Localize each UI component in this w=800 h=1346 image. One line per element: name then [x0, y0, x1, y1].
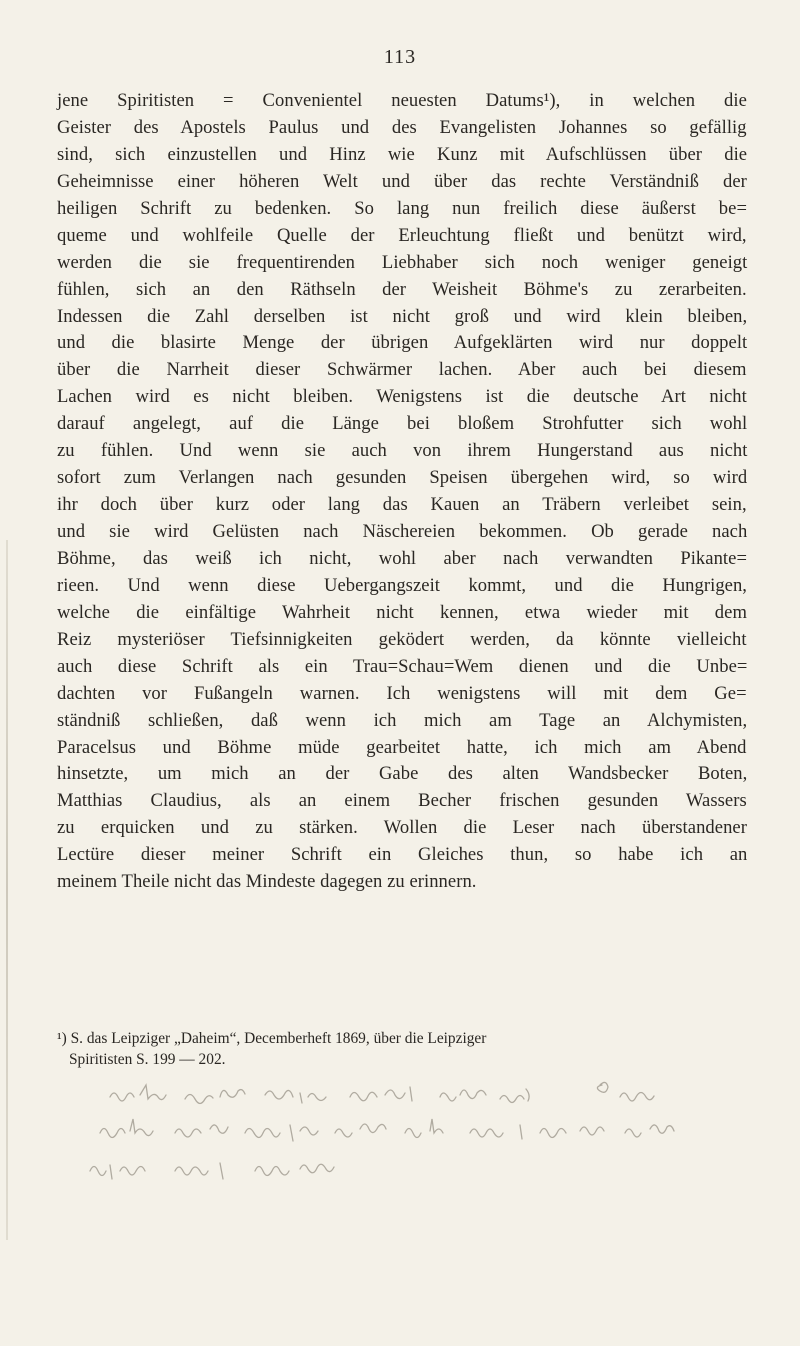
text-line: Lectüre dieser meiner Schrift ein Gleiches thun, so habe ich an — [57, 844, 748, 866]
text-line: Böhme, das weiß ich nicht, wohl aber nach verwandten Pikante= — [57, 547, 747, 569]
text-line: Paracelsus und Böhme müde gearbeitet hatte, ich mich am Abend — [57, 736, 747, 758]
text-line: heiligen Schrift zu bedenken. So lang nun freilich diese äußerst be= — [57, 197, 747, 219]
text-line: auch diese Schrift als ein Trau=Schau=Wem dienen und die Unbe= — [57, 655, 748, 677]
handwritten-annotation — [60, 1075, 750, 1195]
text-line: Reiz mysteriöser Tiefsinnigkeiten geködert werden, da könnte vielleicht — [57, 628, 747, 650]
text-line: sofort zum Verlangen nach gesunden Speisen übergehen wird, so wird — [57, 467, 748, 489]
text-line: dachten vor Fußangeln warnen. Ich wenigstens will mit dem Ge= — [57, 682, 747, 704]
text-line: zu erquicken und zu stärken. Wollen die Leser nach überstandener — [57, 817, 747, 839]
text-line: über die Narrheit dieser Schwärmer lachen. Aber auch bei diesem — [57, 359, 747, 381]
text-line: Indessen die Zahl derselben ist nicht groß und wird klein bleiben, — [57, 305, 748, 327]
page-number: 113 — [383, 46, 417, 68]
text-line: fühlen, sich an den Räthseln der Weisheit Böhme's zu zerarbeiten. — [57, 278, 747, 300]
footnote-line: ¹) S. das Leipziger „Daheim“, Decemberheft 1869, über die Leipziger — [57, 1030, 487, 1047]
footnote-line: Spiritisten S. 199 — 202. — [69, 1051, 226, 1068]
text-line: ständniß schließen, daß wenn ich mich am Tage an Alchymisten, — [57, 709, 748, 731]
body-text — [57, 88, 757, 896]
text-line: und sie wird Gelüsten nach Näschereien bekommen. Ob gerade nach — [57, 521, 748, 542]
page-edge-shadow — [6, 540, 8, 1240]
text-line: queme und wohlfeile Quelle der Erleuchtung fließt und benützt wird, — [57, 224, 747, 246]
text-line: meinem Theile nicht das Mindeste dagegen zu erinnern. — [57, 871, 477, 893]
text-line: zu fühlen. Und wenn sie auch von ihrem Hungerstand aus nicht — [57, 440, 748, 462]
text-line: Geister des Apostels Paulus und des Evangelisten Johannes so gefällig — [57, 116, 747, 138]
text-line: sind, sich einzustellen und Hinz wie Kunz mit Aufschlüssen über die — [57, 143, 748, 165]
text-line: darauf angelegt, auf die Länge bei bloßem Strohfutter sich wohl — [57, 413, 748, 435]
text-line: jene Spiritisten = Convenientel neuesten Datums¹), in welchen die — [57, 90, 747, 111]
text-line: Matthias Claudius, als an einem Becher frischen gesunden Wassers — [57, 790, 747, 812]
footnote — [57, 1028, 757, 1070]
text-line: ihr doch über kurz oder lang das Kauen an Träbern verleibet sein, — [57, 494, 747, 516]
text-line: rieen. Und wenn diese Uebergangszeit kommt, und die Hungrigen, — [57, 574, 748, 596]
text-line: hinsetzte, um mich an der Gabe des alten Wandsbecker Boten, — [57, 763, 748, 785]
text-line: Geheimnisse einer höheren Welt und über das rechte Verständniß der — [57, 170, 747, 192]
text-line: welche die einfältige Wahrheit nicht kennen, etwa wieder mit dem — [57, 601, 747, 623]
text-line: und die blasirte Menge der übrigen Aufgeklärten wird nur doppelt — [57, 332, 748, 354]
text-line: werden die sie frequentirenden Liebhaber sich noch weniger geneigt — [57, 251, 748, 273]
text-line: Lachen wird es nicht bleiben. Wenigstens ist die deutsche Art nicht — [57, 386, 747, 408]
